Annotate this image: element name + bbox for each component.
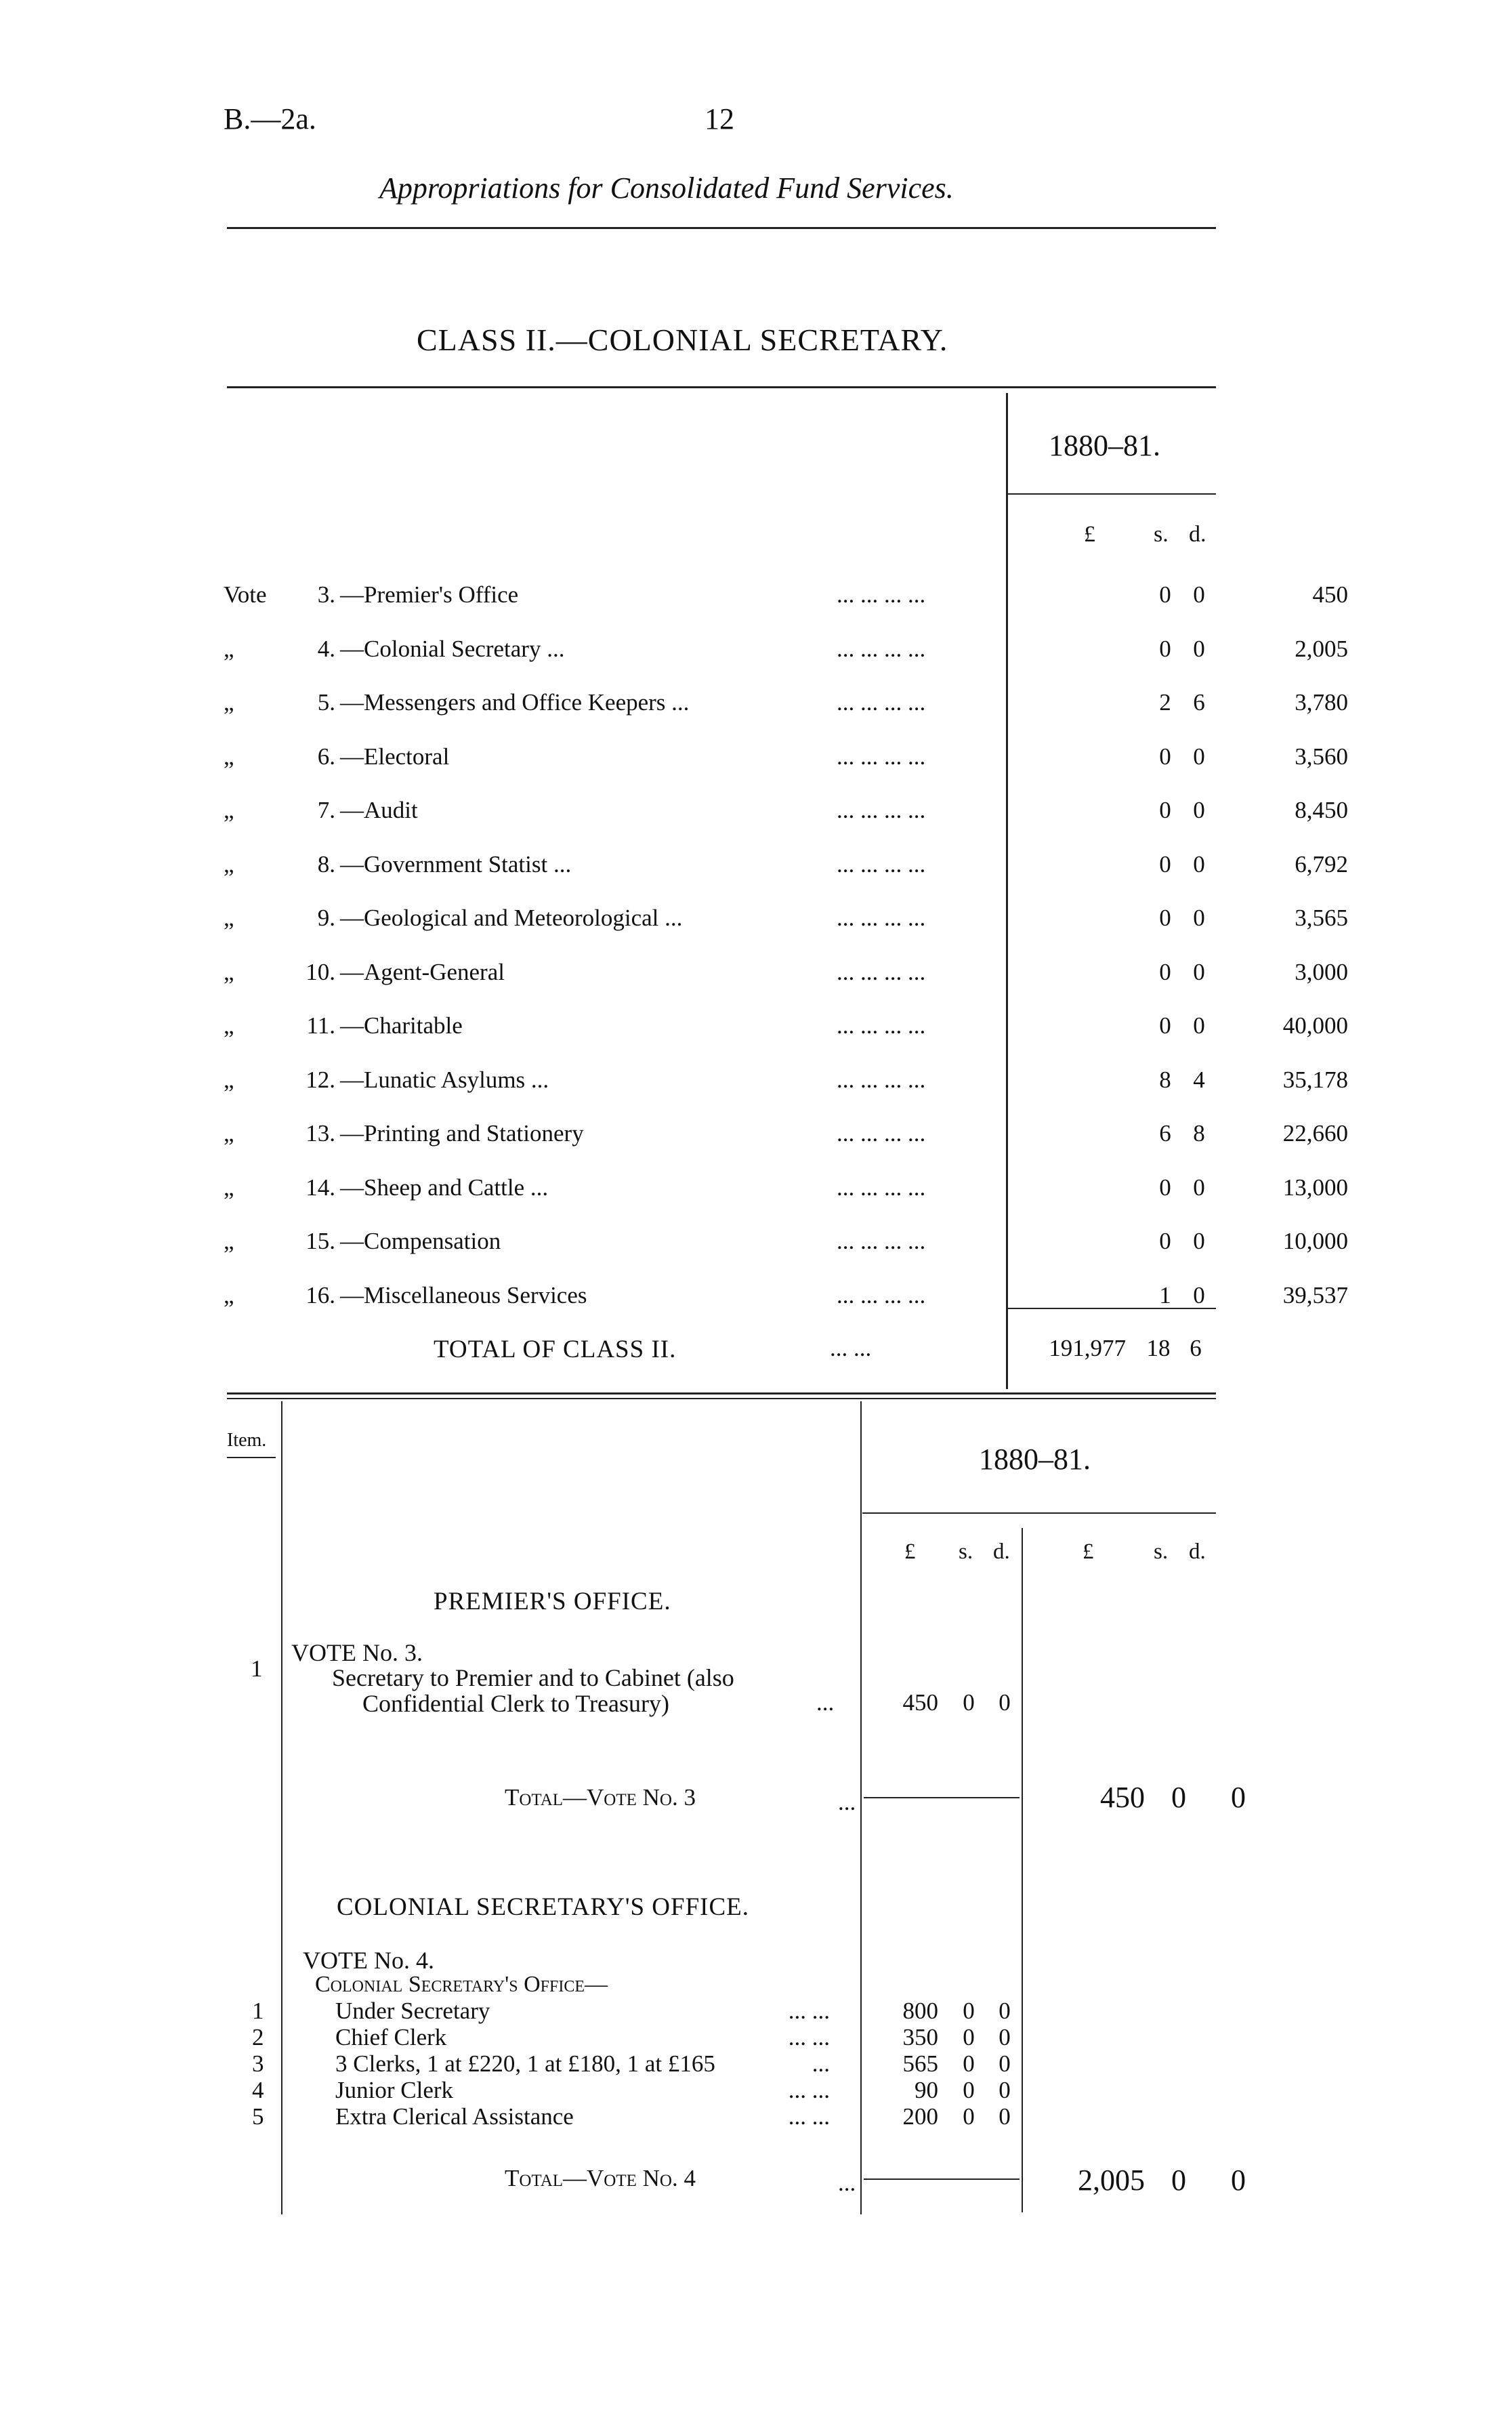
colonial-item-dots: ... ... xyxy=(788,2103,830,2130)
vote-number: 4. xyxy=(317,635,335,662)
vote-label: —Lunatic Asylums ... xyxy=(340,1066,549,1093)
colonial-item-pounds: 565 xyxy=(902,2050,938,2077)
premier-heading: PREMIER'S OFFICE. xyxy=(434,1588,671,1615)
vote-prefix: „ xyxy=(224,850,234,877)
premier-total-label: Total—Vote No. 3 xyxy=(505,1784,696,1811)
vote-pence: 4 xyxy=(1193,1066,1205,1093)
colonial-item-shillings: 0 xyxy=(963,2103,975,2130)
vote-prefix: „ xyxy=(224,1012,234,1039)
vote-pounds: 10,000 xyxy=(1282,1228,1348,1254)
vote-prefix: „ xyxy=(224,958,234,985)
vote-pence: 8 xyxy=(1193,1120,1205,1146)
colonial-item-pounds: 800 xyxy=(902,1998,938,2024)
vote-label: —Premier's Office xyxy=(340,581,519,608)
vote-pounds: 13,000 xyxy=(1282,1174,1348,1201)
detail-total-pence-header: d. xyxy=(1189,1540,1206,1564)
premier-total-dots: ... xyxy=(838,1789,856,1815)
summary-row xyxy=(224,743,1348,791)
vote-label: —Miscellaneous Services xyxy=(340,1281,587,1308)
vote-number: 3. xyxy=(317,581,335,608)
vote-shillings: 0 xyxy=(1159,1174,1171,1201)
premier-total-pounds: 450 xyxy=(1100,1781,1145,1814)
colonial-item-label: Extra Clerical Assistance xyxy=(335,2103,574,2130)
summary-total-shillings: 18 xyxy=(1146,1335,1171,1361)
colonial-item-label: Chief Clerk xyxy=(335,2024,447,2050)
class-title-rule xyxy=(227,386,1216,388)
vote-label: —Agent-General xyxy=(340,958,505,985)
vote-label: —Government Statist ... xyxy=(340,850,572,877)
vote-number: 13. xyxy=(306,1120,335,1146)
colonial-item-label: Junior Clerk xyxy=(335,2077,454,2103)
document-reference: B.—2a. xyxy=(224,102,316,136)
colonial-total-pence: 0 xyxy=(1231,2164,1246,2197)
vote-prefix: „ xyxy=(224,635,234,662)
leader-dots: ... ... ... ... xyxy=(837,797,926,823)
leader-dots: ... ... ... ... xyxy=(837,635,926,662)
detail-year-rule xyxy=(862,1512,1216,1514)
colonial-item-dots: ... ... xyxy=(788,2024,830,2050)
vote-label: —Charitable xyxy=(340,1012,463,1039)
vote-prefix: „ xyxy=(224,1174,234,1201)
vote-number: 5. xyxy=(317,689,335,716)
vote-pounds: 3,565 xyxy=(1295,905,1348,931)
page-subtitle: Appropriations for Consolidated Fund Services. xyxy=(379,171,954,205)
colonial-item-dots: ... ... xyxy=(788,2077,830,2103)
summary-row xyxy=(224,850,1348,898)
premier-vote: VOTE No. 3. xyxy=(291,1639,423,1666)
colonial-item-pence: 0 xyxy=(999,2024,1011,2050)
summary-row xyxy=(224,689,1348,737)
leader-dots: ... ... ... ... xyxy=(837,1174,926,1201)
vote-shillings: 6 xyxy=(1159,1120,1171,1146)
colonial-item-pounds: 350 xyxy=(902,2024,938,2050)
summary-bottom-rule-2 xyxy=(227,1398,1216,1399)
vote-pounds: 3,000 xyxy=(1295,958,1348,985)
colonial-item-no: 4 xyxy=(252,2077,264,2103)
vote-pence: 0 xyxy=(1193,850,1205,877)
summary-total-pence: 6 xyxy=(1190,1335,1202,1361)
vote-shillings: 8 xyxy=(1159,1066,1171,1093)
vote-prefix: „ xyxy=(224,905,234,931)
class-title: CLASS II.—COLONIAL SECRETARY. xyxy=(417,323,948,357)
vote-shillings: 0 xyxy=(1159,797,1171,823)
summary-row xyxy=(224,1228,1348,1275)
summary-row xyxy=(224,905,1348,952)
vote-number: 15. xyxy=(306,1228,335,1254)
colonial-item-dots: ... xyxy=(812,2050,830,2077)
vote-shillings: 0 xyxy=(1159,850,1171,877)
colonial-item-shillings: 0 xyxy=(963,2024,975,2050)
vote-shillings: 1 xyxy=(1159,1281,1171,1308)
vote-shillings: 0 xyxy=(1159,743,1171,770)
vote-prefix: „ xyxy=(224,743,234,770)
vote-prefix: „ xyxy=(224,689,234,716)
vote-pence: 0 xyxy=(1193,743,1205,770)
leader-dots: ... ... ... ... xyxy=(837,1281,926,1308)
summary-total-pounds: 191,977 xyxy=(1049,1335,1126,1361)
vote-pence: 0 xyxy=(1193,635,1205,662)
summary-row xyxy=(224,1174,1348,1222)
vote-label: —Printing and Stationery xyxy=(340,1120,584,1146)
premier-item-no: 1 xyxy=(251,1655,263,1682)
vote-pence: 0 xyxy=(1193,905,1205,931)
vote-pounds: 35,178 xyxy=(1282,1066,1348,1093)
colonial-total-pounds: 2,005 xyxy=(1078,2164,1145,2197)
vote-label: —Colonial Secretary ... xyxy=(340,635,565,662)
header-rule xyxy=(227,227,1216,229)
vote-number: 7. xyxy=(317,797,335,823)
colonial-item-no: 1 xyxy=(252,1998,264,2024)
premier-total-rule xyxy=(864,1797,1020,1798)
colonial-total-label: Total—Vote No. 4 xyxy=(505,2165,696,2191)
vote-label: —Sheep and Cattle ... xyxy=(340,1174,549,1201)
summary-pence-header: d. xyxy=(1189,522,1206,547)
colonial-item-dots: ... ... xyxy=(788,1998,830,2024)
summary-year: 1880–81. xyxy=(1049,429,1160,462)
colonial-item-shillings: 0 xyxy=(963,2050,975,2077)
vote-label: —Electoral xyxy=(340,743,450,770)
vote-number: 12. xyxy=(306,1066,335,1093)
colonial-item-label: Under Secretary xyxy=(335,1998,490,2024)
vote-pence: 0 xyxy=(1193,1012,1205,1039)
vote-number: 16. xyxy=(306,1281,335,1308)
detail-total-pound-header: £ xyxy=(1083,1540,1094,1564)
vote-number: 8. xyxy=(317,850,335,877)
colonial-item-pence: 0 xyxy=(999,2050,1011,2077)
vote-pence: 0 xyxy=(1193,581,1205,608)
premier-shillings: 0 xyxy=(963,1689,975,1716)
summary-shillings-header: s. xyxy=(1154,522,1169,547)
vote-pounds: 450 xyxy=(1312,581,1348,608)
vote-prefix: „ xyxy=(224,1066,234,1093)
item-header-rule xyxy=(227,1457,276,1458)
page-number: 12 xyxy=(705,102,734,136)
vote-pence: 0 xyxy=(1193,1281,1205,1308)
summary-row xyxy=(224,1281,1348,1329)
premier-line2: Confidential Clerk to Treasury) xyxy=(362,1690,669,1717)
vote-shillings: 0 xyxy=(1159,1012,1171,1039)
colonial-item-no: 3 xyxy=(252,2050,264,2077)
colonial-item-pence: 0 xyxy=(999,1998,1011,2024)
vote-number: 6. xyxy=(317,743,335,770)
vote-pounds: 2,005 xyxy=(1295,635,1348,662)
detail-sub-shillings-header: s. xyxy=(959,1540,973,1564)
vote-number: 9. xyxy=(317,905,335,931)
colonial-heading: COLONIAL SECRETARY'S OFFICE. xyxy=(337,1893,750,1921)
detail-desc-divider xyxy=(860,1401,862,2214)
colonial-item-label: 3 Clerks, 1 at £220, 1 at £180, 1 at £165 xyxy=(335,2050,715,2077)
premier-dots: ... xyxy=(816,1689,835,1716)
detail-total-shillings-header: s. xyxy=(1154,1540,1169,1564)
vote-label: —Messengers and Office Keepers ... xyxy=(340,689,690,716)
premier-pence: 0 xyxy=(999,1689,1011,1716)
leader-dots: ... ... ... ... xyxy=(837,1012,926,1039)
vote-shillings: 0 xyxy=(1159,958,1171,985)
vote-pounds: 8,450 xyxy=(1295,797,1348,823)
leader-dots: ... ... ... ... xyxy=(837,743,926,770)
leader-dots: ... ... ... ... xyxy=(837,1066,926,1093)
vote-pence: 0 xyxy=(1193,958,1205,985)
detail-year: 1880–81. xyxy=(979,1443,1091,1476)
colonial-total-dots: ... xyxy=(838,2170,856,2196)
summary-row xyxy=(224,1066,1348,1114)
summary-row xyxy=(224,958,1348,1006)
colonial-vote: VOTE No. 4. xyxy=(303,1947,434,1974)
vote-prefix: „ xyxy=(224,1281,234,1308)
summary-row xyxy=(224,581,1348,629)
detail-sub-pound-header: £ xyxy=(904,1540,916,1564)
colonial-total-shillings: 0 xyxy=(1171,2164,1186,2197)
summary-row xyxy=(224,797,1348,844)
vote-prefix: „ xyxy=(224,797,234,823)
vote-shillings: 0 xyxy=(1159,905,1171,931)
leader-dots: ... ... ... ... xyxy=(837,958,926,985)
vote-pence: 0 xyxy=(1193,1174,1205,1201)
vote-pounds: 40,000 xyxy=(1282,1012,1348,1039)
leader-dots: ... ... ... ... xyxy=(837,689,926,716)
summary-total-rule xyxy=(1008,1308,1216,1309)
summary-pound-header: £ xyxy=(1084,522,1095,547)
leader-dots: ... ... ... ... xyxy=(837,905,926,931)
colonial-total-rule xyxy=(864,2178,1020,2180)
vote-shillings: 0 xyxy=(1159,635,1171,662)
colonial-item-shillings: 0 xyxy=(963,2077,975,2103)
colonial-item-no: 2 xyxy=(252,2024,264,2050)
summary-row xyxy=(224,1012,1348,1060)
vote-shillings: 2 xyxy=(1159,689,1171,716)
leader-dots: ... ... ... ... xyxy=(837,1120,926,1146)
vote-pounds: 3,780 xyxy=(1295,689,1348,716)
summary-year-rule xyxy=(1008,493,1216,495)
vote-pence: 6 xyxy=(1193,689,1205,716)
colonial-item-pence: 0 xyxy=(999,2077,1011,2103)
detail-sub-divider xyxy=(1022,1528,1023,2212)
leader-dots: ... ... ... ... xyxy=(837,1228,926,1254)
summary-row xyxy=(224,1120,1348,1168)
vote-number: 10. xyxy=(306,958,335,985)
colonial-subheading: Colonial Secretary's Office— xyxy=(315,1972,608,1997)
vote-pounds: 22,660 xyxy=(1282,1120,1348,1146)
premier-total-pence: 0 xyxy=(1231,1781,1246,1814)
detail-sub-pence-header: d. xyxy=(993,1540,1010,1564)
vote-label: —Compensation xyxy=(340,1228,501,1254)
summary-total-dots: ... ... xyxy=(830,1335,872,1361)
colonial-item-pounds: 200 xyxy=(902,2103,938,2130)
vote-pence: 0 xyxy=(1193,1228,1205,1254)
premier-line1: Secretary to Premier and to Cabinet (also xyxy=(332,1664,734,1691)
premier-total-shillings: 0 xyxy=(1171,1781,1186,1814)
colonial-item-shillings: 0 xyxy=(963,1998,975,2024)
summary-bottom-rule-1 xyxy=(227,1392,1216,1395)
leader-dots: ... ... ... ... xyxy=(837,581,926,608)
vote-prefix: Vote xyxy=(224,581,267,608)
colonial-item-pounds: 90 xyxy=(915,2077,938,2103)
vote-prefix: „ xyxy=(224,1120,234,1146)
vote-shillings: 0 xyxy=(1159,581,1171,608)
summary-total-label: TOTAL OF CLASS II. xyxy=(434,1336,677,1363)
leader-dots: ... ... ... ... xyxy=(837,850,926,877)
colonial-item-pence: 0 xyxy=(999,2103,1011,2130)
vote-label: —Geological and Meteorological ... xyxy=(340,905,683,931)
vote-label: —Audit xyxy=(340,797,418,823)
vote-number: 11. xyxy=(306,1012,335,1039)
vote-number: 14. xyxy=(306,1174,335,1201)
detail-item-divider xyxy=(281,1401,282,2214)
vote-shillings: 0 xyxy=(1159,1228,1171,1254)
vote-pounds: 39,537 xyxy=(1282,1281,1348,1308)
item-column-header: Item. xyxy=(227,1430,267,1451)
vote-pounds: 6,792 xyxy=(1295,850,1348,877)
vote-prefix: „ xyxy=(224,1228,234,1254)
colonial-item-no: 5 xyxy=(252,2103,264,2130)
vote-pence: 0 xyxy=(1193,797,1205,823)
premier-pounds: 450 xyxy=(902,1689,938,1716)
vote-pounds: 3,560 xyxy=(1295,743,1348,770)
summary-row xyxy=(224,635,1348,683)
